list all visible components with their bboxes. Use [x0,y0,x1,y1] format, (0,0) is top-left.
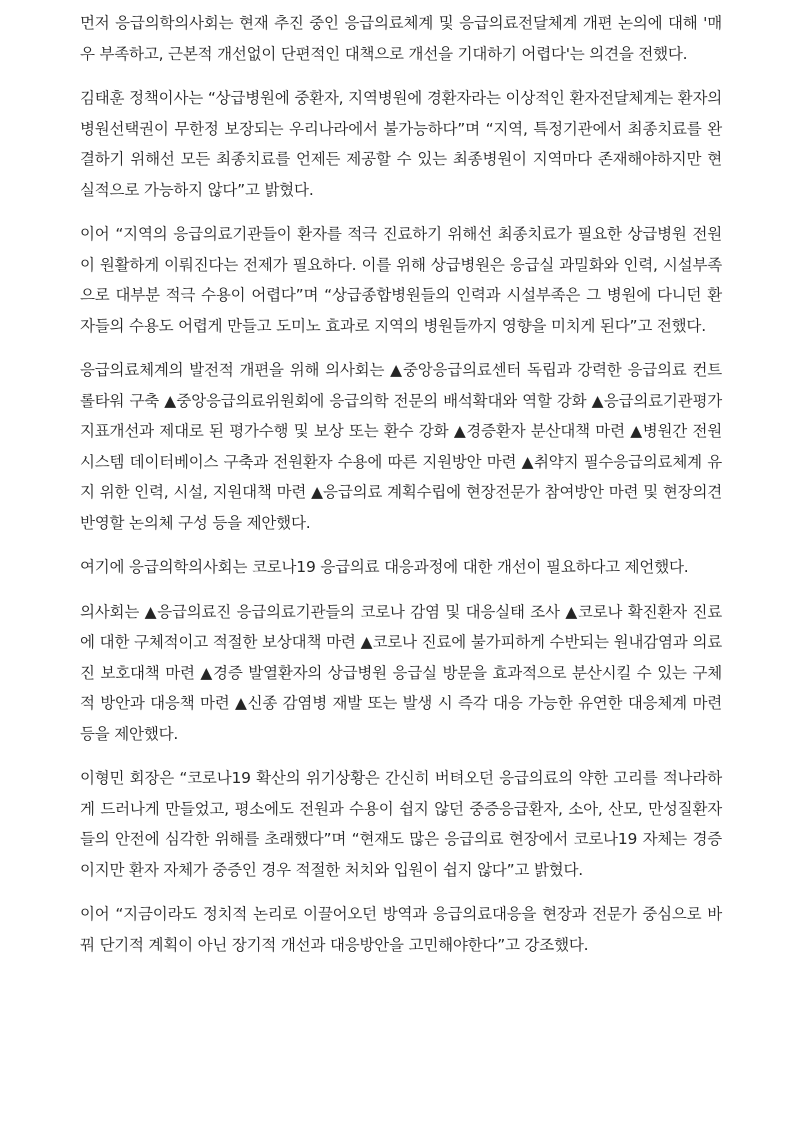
article-body [80,8,722,974]
paragraph: 여기에 응급의학의사회는 코로나19 응급의료 대응과정에 대한 개선이 필요하다고 제언했다. [80,558,689,576]
paragraph: 먼저 응급의학의사회는 현재 추진 중인 응급의료체계 및 응급의료전달체계 개편 논의에 대해 '매우 부족하고, 근본적 개선없이 단편적인 대책으로 개선을 기대하기 어렵다'는 의견을 전했다. [80,14,722,63]
paragraph: 이어 “지금이라도 정치적 논리로 이끌어오던 방역과 응급의료대응을 현장과 전문가 중심으로 바꿔 단기적 계획이 아닌 장기적 개선과 대응방안을 고민해야한다”고 강조했다. [80,905,722,954]
paragraph: 응급의료체계의 발전적 개편을 위해 의사회는 ▲중앙응급의료센터 독립과 강력한 응급의료 컨트롤타워 구축 ▲중앙응급의료위원회에 응급의학 전문의 배석확대와 역할 강화 ▲응급의료기관평가 지표개선과 제대로 된 평가수행 및 보상 또는 환수 강화 ▲경증환자 분산대책 마련 ▲병원간 전원시스템 데이터베이스 구축과 전원환자 수용에 따른 지원방안 마련 ▲취약지 필수응급의료체계 유지 위한 인력, 시설, 지원대책 마련 ▲응급의료 계획수립에 현장전문가 참여방안 마련 및 현장의견 반영할 논의체 구성 등을 제안했다. [80,361,722,532]
paragraph: 이어 “지역의 응급의료기관들이 환자를 적극 진료하기 위해선 최종치료가 필요한 상급병원 전원이 원활하게 이뤄진다는 전제가 필요하다. 이를 위해 상급병원은 응급실 과밀화와 인력, 시설부족으로 대부분 적극 수용이 어렵다”며 “상급종합병원들의 인력과 시설부족은 그 병원에 다니던 환자들의 수용도 어렵게 만들고 도미노 효과로 지역의 병원들까지 영향을 미치게 된다”고 전했다. [80,225,722,335]
paragraph: 이형민 회장은 “코로나19 확산의 위기상황은 간신히 버텨오던 응급의료의 약한 고리를 적나라하게 드러나게 만들었고, 평소에도 전원과 수용이 쉽지 않던 중증응급환자, 소아, 산모, 만성질환자들의 안전에 심각한 위해를 초래했다”며 “현재도 많은 응급의료 현장에서 코로나19 자체는 경증이지만 환자 자체가 중증인 경우 적절한 처치와 입원이 쉽지 않다”고 밝혔다. [80,769,722,879]
paragraph: 김태훈 정책이사는 “상급병원에 중환자, 지역병원에 경환자라는 이상적인 환자전달체계는 환자의 병원선택권이 무한정 보장되는 우리나라에서 불가능하다”며 “지역, 특정기관에서 최종치료를 완결하기 위해선 모든 최종치료를 언제든 제공할 수 있는 최종병원이 지역마다 존재해야하지만 현실적으로 가능하지 않다”고 밝혔다. [80,89,722,199]
paragraph: 의사회는 ▲응급의료진 응급의료기관들의 코로나 감염 및 대응실태 조사 ▲코로나 확진환자 진료에 대한 구체적이고 적절한 보상대책 마련 ▲코로나 진료에 불가피하게 수반되는 원내감염과 의료진 보호대책 마련 ▲경증 발열환자의 상급병원 응급실 방문을 효과적으로 분산시킬 수 있는 구체적 방안과 대응책 마련 ▲신종 감염병 재발 또는 발생 시 즉각 대응 가능한 유연한 대응체계 마련 등을 제안했다. [80,602,722,743]
